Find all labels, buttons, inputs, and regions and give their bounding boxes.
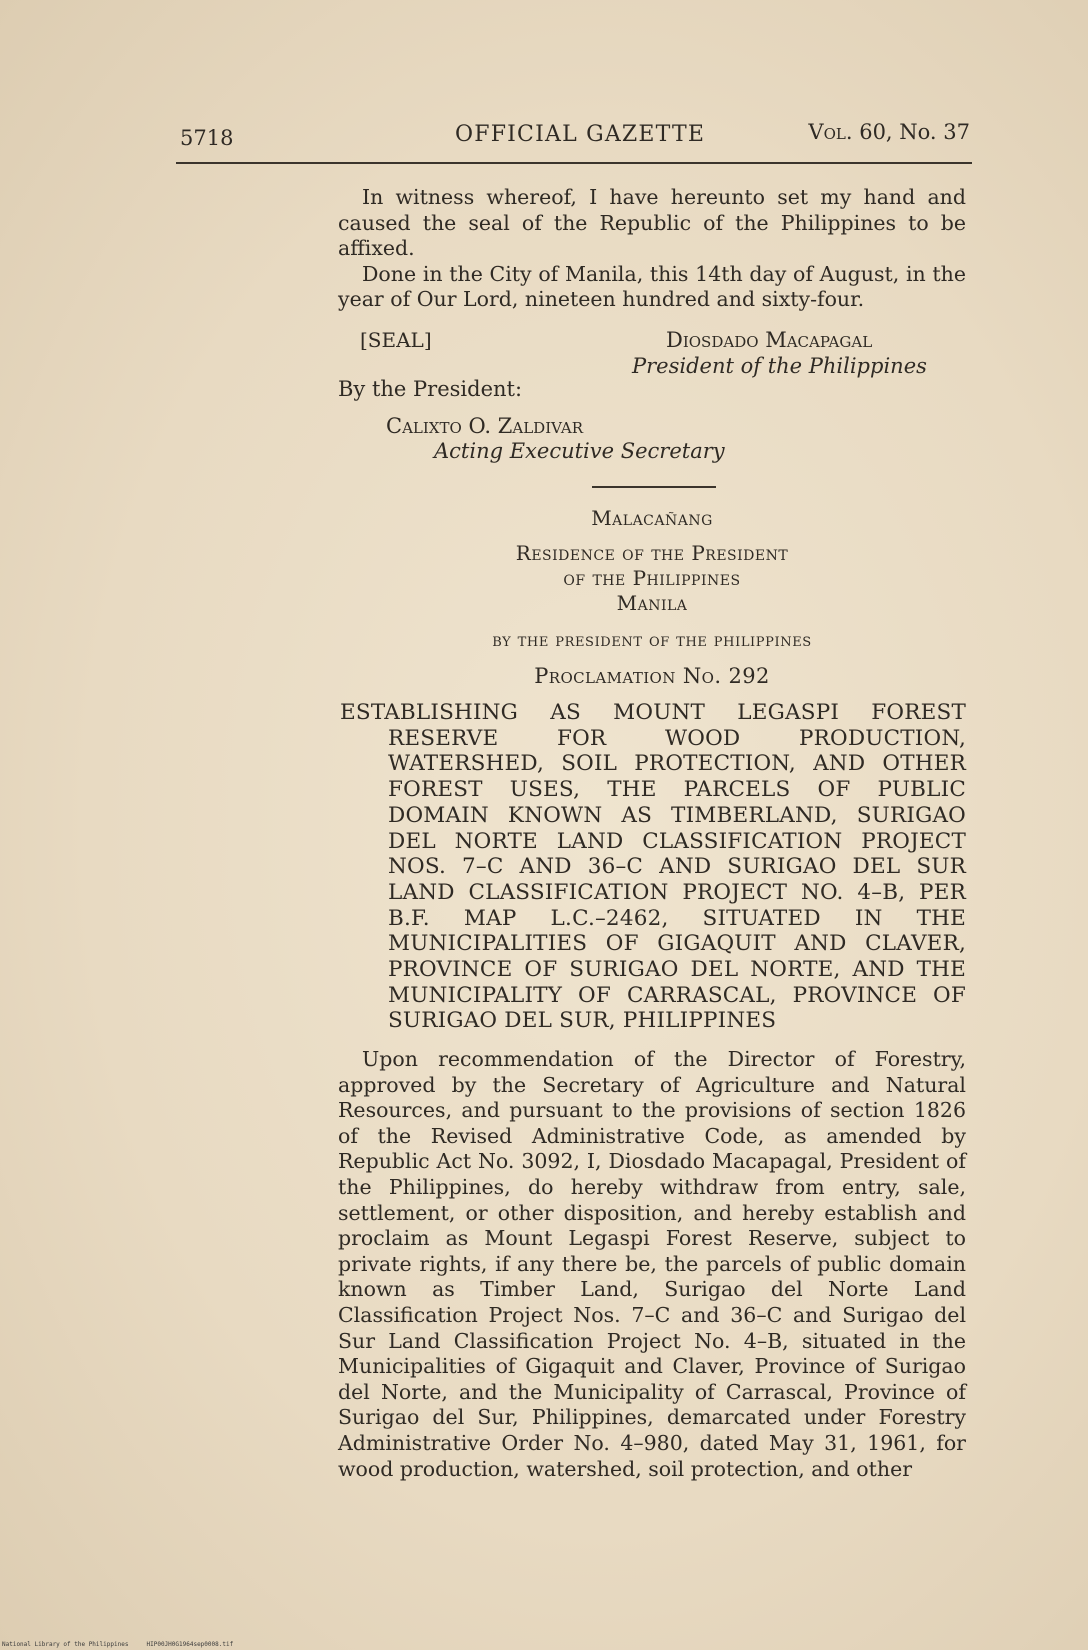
page-number: 5718 [180, 126, 234, 150]
volume-label: Vol. [808, 120, 853, 144]
proclamation-title [340, 700, 966, 1034]
body-paragraph: Upon recommendation of the Director of Forestry, approved by the Secretary of Agriculture and Natural Resources, and pursuant to the provisions of section 1826 of the Revised Administrative Code, as amended by Republic Act No. 3092, I, Diosdado Macapagal, President of the Philippines, do hereby withdraw from entry, sale, settlement, or other disposition, and hereby establish and proclaim as Mount Legaspi Forest Reserve, subject to private rights, if any there be, the parcels of public domain known as Timber Land, Surigao del Norte Land Classification Project Nos. 7–C and 36–C and Surigao del Sur Land Classification Project No. 4–B, situated in the Municipalities of Gigaquit and Claver, Province of Surigao del Norte, and the Municipality of Carrascal, Province of Surigao del Sur, Philippines, demarcated under Forestry Administrative Order No. 4–980, dated May 31, 1961, for wood production, watershed, soil protection, and other [338, 1047, 966, 1481]
by-the-president: By the President: [338, 377, 523, 401]
scan-source: National Library of the Philippines [2, 1641, 129, 1648]
countersigner-title: Acting Executive Secretary [434, 439, 725, 463]
issuer-line: by the president of the philippines [492, 630, 812, 651]
running-header [180, 118, 970, 148]
witness-paragraphs [338, 185, 966, 313]
proclamation-title-text: ESTABLISHING AS MOUNT LEGASPI FOREST RESERVE FOR WOOD PRODUCTION, WATERSHED, SOIL PROTECTION, AND OTHER FOREST USES, THE PARCELS OF PUBLIC DOMAIN KNOWN AS TIMBERLAND, SURIGAO DEL NORTE LAND CLASSIFICATION PROJECT NOS. 7–C AND 36–C AND SURIGAO DEL SUR LAND CLASSIFICATION PROJECT NO. 4–B, PER B.F. MAP L.C.–2462, SITUATED IN THE MUNICIPALITIES OF GIGAQUIT AND CLAVER, PROVINCE OF SURIGAO DEL NORTE, AND THE MUNICIPALITY OF CARRASCAL, PROVINCE OF SURIGAO DEL SUR, PHILIPPINES [340, 700, 966, 1034]
proclamation-number: Proclamation No. 292 [534, 664, 770, 688]
publication-title: OFFICIAL GAZETTE [455, 122, 706, 147]
witness-paragraph: In witness whereof, I have hereunto set my hand and caused the seal of the Republic of the Philippines to be affixed. [338, 185, 966, 261]
residence-line-2: of the Philippines [563, 566, 741, 590]
countersigner-name: Calixto O. Zaldivar [386, 414, 584, 438]
signatory-name: Diosdado Macapagal [666, 328, 873, 352]
proclamation-body [338, 1047, 966, 1482]
residence-line-3: Manila [616, 591, 688, 615]
volume-number: 60, No. 37 [859, 120, 970, 144]
seal-mark: [SEAL] [360, 328, 432, 352]
done-paragraph: Done in the City of Manila, this 14th day of August, in the year of Our Lord, nineteen hundred and sixty-four. [338, 261, 966, 312]
signatory-title: President of the Philippines [632, 354, 927, 378]
scan-filename: HIP00JH0G1964sep0008.tif [146, 1641, 234, 1648]
scan-footer [2, 1641, 233, 1648]
volume-info [808, 120, 970, 144]
residence-line-1: Residence of the President [515, 541, 789, 565]
section-divider [592, 486, 716, 488]
palace-name: Malacañang [591, 506, 713, 530]
header-divider [176, 162, 972, 164]
residence-heading [338, 541, 966, 616]
